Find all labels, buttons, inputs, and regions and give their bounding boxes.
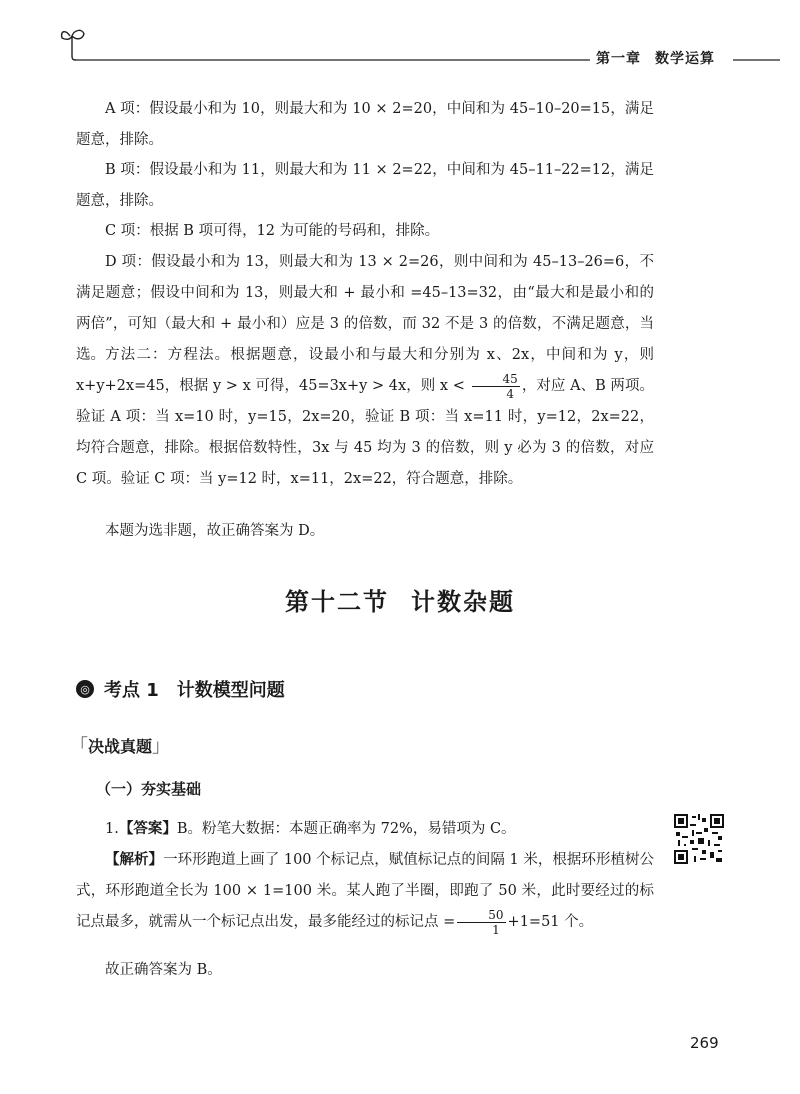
analysis-tag: 【解析】 [105, 852, 164, 868]
kaodian-label: 考点 1 [104, 680, 159, 701]
page-number: 269 [690, 1034, 719, 1052]
subsection-heading: （一）夯实基础 [96, 780, 202, 798]
sprout-icon [62, 30, 84, 60]
chapter-number: 第一章 [596, 51, 641, 67]
q1-analysis-post: +1=51 个。 [507, 914, 594, 930]
section-number: 第十二节 [285, 588, 389, 616]
method-two-paragraph [76, 340, 654, 495]
option-c-paragraph: C 项：根据 B 项可得，12 为可能的号码和，排除。 [105, 223, 440, 239]
q1-answer-text: B。粉笔大数据：本题正确率为 72%，易错项为 C。 [176, 821, 516, 837]
option-b-paragraph: B 项：假设最小和为 11，则最大和为 11 × 2=22，中间和为 45–11–22=12，满足题意，排除。 [76, 162, 654, 209]
q1-number: 1. [105, 821, 119, 837]
q1-answer-line [76, 814, 646, 845]
section-title [0, 582, 800, 617]
fraction-denominator: 4 [506, 386, 514, 401]
qr-code-icon[interactable] [674, 814, 724, 864]
close-bracket: 」 [152, 736, 171, 757]
kaodian-heading [76, 676, 285, 702]
fraction-denominator: 1 [492, 922, 500, 937]
fraction-numerator: 45 [472, 372, 520, 387]
page-header [0, 0, 800, 80]
q1-analysis-pre: 一环形跑道上画了 100 个标记点，赋值标记点的间隔 1 米，根据环形植树公式，环形跑道全长为 100 × 1=100 米。某人跑了半圈，即跑了 50 米，此时要经过的标记点最多，就需从一个标记点出发，最多能经过的标记点 = [76, 852, 654, 930]
fraction-45-over-4 [472, 372, 520, 401]
q1-final-answer: 故正确答案为 B。 [105, 962, 222, 978]
open-bracket: 「 [70, 736, 88, 757]
option-d-paragraph: D 项：假设最小和为 13，则最大和为 13 × 2=26，则中间和为 45–13–26=6，不满足题意；假设中间和为 13，则最大和 + 最小和 =45–13=32，由“最大和是最小和的两倍”，可知（最大和 + 最小和）应是 3 的倍数，而 32 不是 3 的倍数，不满足题意，当选。 [76, 254, 654, 363]
fraction-numerator: 50 [457, 908, 505, 923]
chapter-label [592, 48, 733, 68]
answer-paragraph: 本题为选非题，故正确答案为 D。 [105, 523, 325, 539]
header-rule [0, 0, 800, 80]
q1-analysis [76, 845, 654, 938]
chapter-title: 数学运算 [655, 51, 715, 67]
method-two-post: ，对应 A、B 两项。验证 A 项：当 x=10 时，y=15，2x=20，验证 B 项：当 x=11 时，y=12，2x=22，均符合题意，排除。根据倍数特性，3x 与 45 均为 3 的倍数，则 y 必为 3 的倍数，对应 C 项。验证 C 项：当 y=12 时，x=11，2x=22，符合题意，排除。 [76, 378, 655, 487]
section-name: 计数杂题 [411, 588, 515, 616]
fraction-50-over-1 [457, 908, 505, 937]
method-two-pre: 方法二：方程法。根据题意，设最小和与最大和分别为 x、2x，中间和为 y，则 x+y+2x=45，根据 y > x 可得，45=3x+y > 4x，则 x < [76, 347, 654, 394]
kaodian-title: 计数模型问题 [176, 680, 285, 701]
option-a-paragraph: A 项：假设最小和为 10，则最大和为 10 × 2=20，中间和为 45–10–20=15，满足题意，排除。 [76, 101, 654, 148]
juezhan-text: 决战真题 [88, 737, 153, 756]
target-icon: ◎ [76, 680, 94, 698]
answer-tag: 【答案】 [118, 821, 177, 837]
juezhan-heading [70, 732, 170, 758]
